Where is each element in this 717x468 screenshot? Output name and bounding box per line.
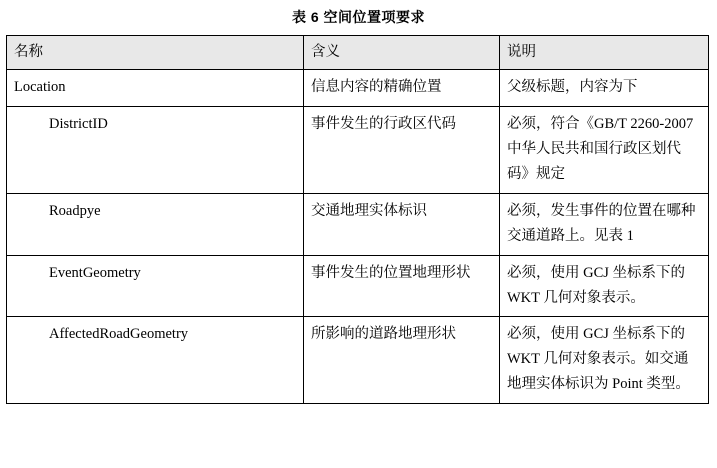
spatial-location-requirements-table [6, 35, 709, 404]
cell-description: 必须，使用 GCJ 坐标系下的 WKT 几何对象表示。如交通地理实体标识为 Point 类型。 [500, 317, 709, 404]
table-body [7, 69, 709, 403]
table-header-row [7, 36, 709, 70]
table-row [7, 255, 709, 317]
cell-meaning: 信息内容的精确位置 [304, 69, 500, 106]
cell-meaning: 事件发生的位置地理形状 [304, 255, 500, 317]
table-row [7, 69, 709, 106]
cell-meaning: 交通地理实体标识 [304, 193, 500, 255]
cell-description: 必须，使用 GCJ 坐标系下的 WKT 几何对象表示。 [500, 255, 709, 317]
cell-name: EventGeometry [7, 255, 304, 317]
cell-meaning: 事件发生的行政区代码 [304, 106, 500, 193]
cell-description: 父级标题，内容为下 [500, 69, 709, 106]
column-header-meaning: 含义 [304, 36, 500, 70]
table-row [7, 317, 709, 404]
cell-description: 必须，发生事件的位置在哪种交通道路上。见表 1 [500, 193, 709, 255]
cell-name: DistrictID [7, 106, 304, 193]
cell-meaning: 所影响的道路地理形状 [304, 317, 500, 404]
column-header-name: 名称 [7, 36, 304, 70]
table-row [7, 106, 709, 193]
table-row [7, 193, 709, 255]
cell-name: Roadpye [7, 193, 304, 255]
table-caption: 表 6 空间位置项要求 [291, 9, 426, 25]
cell-description: 必须，符合《GB/T 2260-2007 中华人民共和国行政区划代码》规定 [500, 106, 709, 193]
cell-name: AffectedRoadGeometry [7, 317, 304, 404]
table-header [7, 36, 709, 70]
cell-name: Location [7, 69, 304, 106]
column-header-description: 说明 [500, 36, 709, 70]
